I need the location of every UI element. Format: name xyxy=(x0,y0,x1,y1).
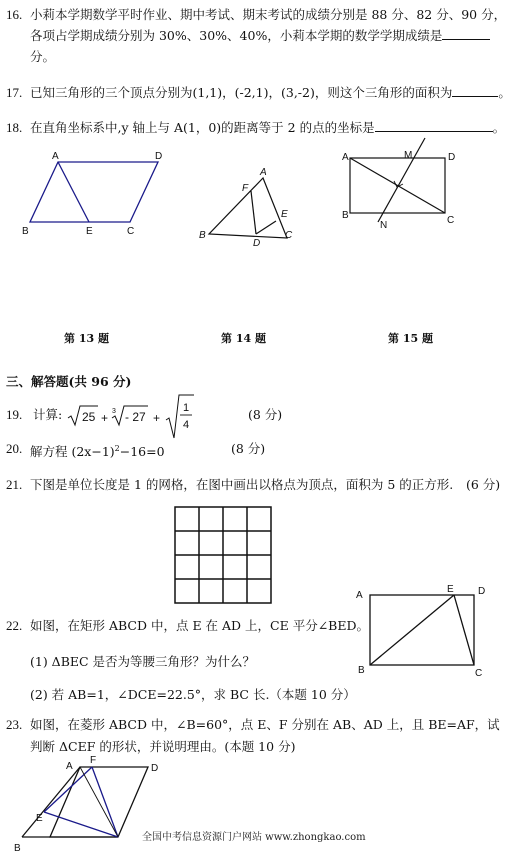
q16-line2 xyxy=(30,27,490,45)
q20-text2: −16=0 xyxy=(119,444,165,460)
q19-plus1: + xyxy=(101,411,109,425)
q20-exponent: 2 xyxy=(114,444,120,453)
q22-label-a: A xyxy=(356,590,363,601)
q20-points: (8 分) xyxy=(231,441,266,456)
q16-answer-blank[interactable] xyxy=(442,27,490,40)
figures-row xyxy=(0,140,510,249)
fig14-label-b: B xyxy=(199,230,206,241)
fig13-label-b: B xyxy=(22,226,29,237)
section-3-title: 三、解答题(共 96 分) xyxy=(6,374,132,389)
q21-grid[interactable] xyxy=(174,506,274,606)
q21-points: (6 分) xyxy=(466,477,501,492)
q18-number: 18. xyxy=(6,120,23,135)
q22-label-d: D xyxy=(478,586,486,597)
fig15-label-d: D xyxy=(448,152,456,163)
fig14-label-d: D xyxy=(253,238,261,249)
q16-line2-text: 各项占学期成绩分别为 30%、30%、40%，小莉本学期的数学学期成绩是 xyxy=(30,28,443,43)
q23-rhombus xyxy=(22,767,148,837)
fig13-label-c: C xyxy=(127,226,135,237)
q17-answer-blank[interactable] xyxy=(452,84,498,97)
q20-equation xyxy=(30,440,165,461)
q19-sqrt2: - 27 xyxy=(125,410,146,424)
q23-label-b: B xyxy=(14,843,21,854)
fig15-label-a: A xyxy=(342,152,349,163)
q23-label-f: F xyxy=(90,755,97,766)
q16-line1: 小莉本学期数学平时作业、期中考试、期末考试的成绩分别是 88 分、82 分、90 分， xyxy=(30,7,507,22)
fig13-label-d: D xyxy=(155,151,163,162)
q22-text: 如图，在矩形 ABCD 中，点 E 在 AD 上，CE 平分∠BED。 xyxy=(30,618,370,633)
q18-end: 。 xyxy=(492,120,506,135)
q18-line xyxy=(30,119,505,137)
q19-cube-index: 3 xyxy=(112,408,116,415)
q19-number: 19. xyxy=(6,407,23,422)
q21-text: 下图是单位长度是 1 的网格，在图中画出以格点为顶点，面积为 5 的正方形. xyxy=(30,477,454,492)
q20-text: 解方程 (2x−1) xyxy=(30,444,115,460)
q17-line xyxy=(30,84,511,102)
fig15-label-b: B xyxy=(342,210,349,221)
q22-label-c: C xyxy=(475,668,483,679)
fig14-label-f: F xyxy=(242,183,249,194)
fig13-label-e: E xyxy=(86,226,93,237)
q20-number: 20. xyxy=(6,441,23,456)
q22-label-e: E xyxy=(447,584,454,595)
q16-number: 16. xyxy=(6,7,23,22)
q19-expression xyxy=(66,392,216,440)
fig14-label-e: E xyxy=(281,209,288,220)
q22-figure xyxy=(350,580,510,680)
q23-line1: 如图，在菱形 ABCD 中，∠B=60°，点 E、F 分别在 AB、AD 上，且 BE=AF，试 xyxy=(30,717,500,732)
fig15-label-n: N xyxy=(380,220,388,231)
fig13-label-a: A xyxy=(52,151,59,162)
q22-rectangle xyxy=(370,595,474,665)
q23-label-d: D xyxy=(151,763,159,774)
q19-points: (8 分) xyxy=(248,407,283,422)
figure-15-rectangle xyxy=(350,138,445,222)
q19-frac-num: 1 xyxy=(183,402,190,414)
q23-number: 23. xyxy=(6,717,23,732)
q22-number: 22. xyxy=(6,618,23,633)
figure-13-parallelogram xyxy=(30,162,158,222)
fig14-caption: 第 14 题 xyxy=(221,332,266,345)
q19-prefix: 计算: xyxy=(33,407,63,422)
fig13-caption: 第 13 题 xyxy=(64,332,109,345)
q18-answer-blank[interactable] xyxy=(375,119,493,132)
fig15-caption: 第 15 题 xyxy=(388,332,433,345)
q22-label-b: B xyxy=(358,665,365,676)
fig15-label-c: C xyxy=(447,215,455,226)
q19-frac-den: 4 xyxy=(183,419,190,431)
q23-label-e: E xyxy=(36,813,43,824)
q21-number: 21. xyxy=(6,477,23,492)
fig15-label-m: M xyxy=(404,150,413,161)
fig14-label-a: A xyxy=(260,167,267,178)
q16-line3: 分。 xyxy=(30,49,56,64)
q22-part2: (2) 若 AB=1，∠DCE=22.5°，求 BC 长.（本题 10 分） xyxy=(30,687,356,702)
q17-text: 已知三角形的三个顶点分别为(1,1)，(-2,1)，(3,-2)，则这个三角形的面积为 xyxy=(30,85,453,100)
footer-site-credit: 全国中考信息资源门户网站 www.zhongkao.com xyxy=(142,832,366,843)
q22-part1: (1) ΔBEC 是否为等腰三角形？为什么？ xyxy=(30,654,256,669)
q19-plus2: + xyxy=(153,411,161,425)
q17-end: 。 xyxy=(498,85,511,100)
fig14-label-c: C xyxy=(285,230,293,241)
q17-number: 17. xyxy=(6,85,23,100)
q18-text: 在直角坐标系中,y 轴上与 A(1，0)的距离等于 2 的点的坐标是 xyxy=(30,120,375,135)
q23-line2: 判断 ΔCEF 的形状，并说明理由。(本题 10 分) xyxy=(30,739,296,754)
q23-label-a: A xyxy=(66,761,73,772)
q19-sqrt1: 25 xyxy=(82,410,96,424)
